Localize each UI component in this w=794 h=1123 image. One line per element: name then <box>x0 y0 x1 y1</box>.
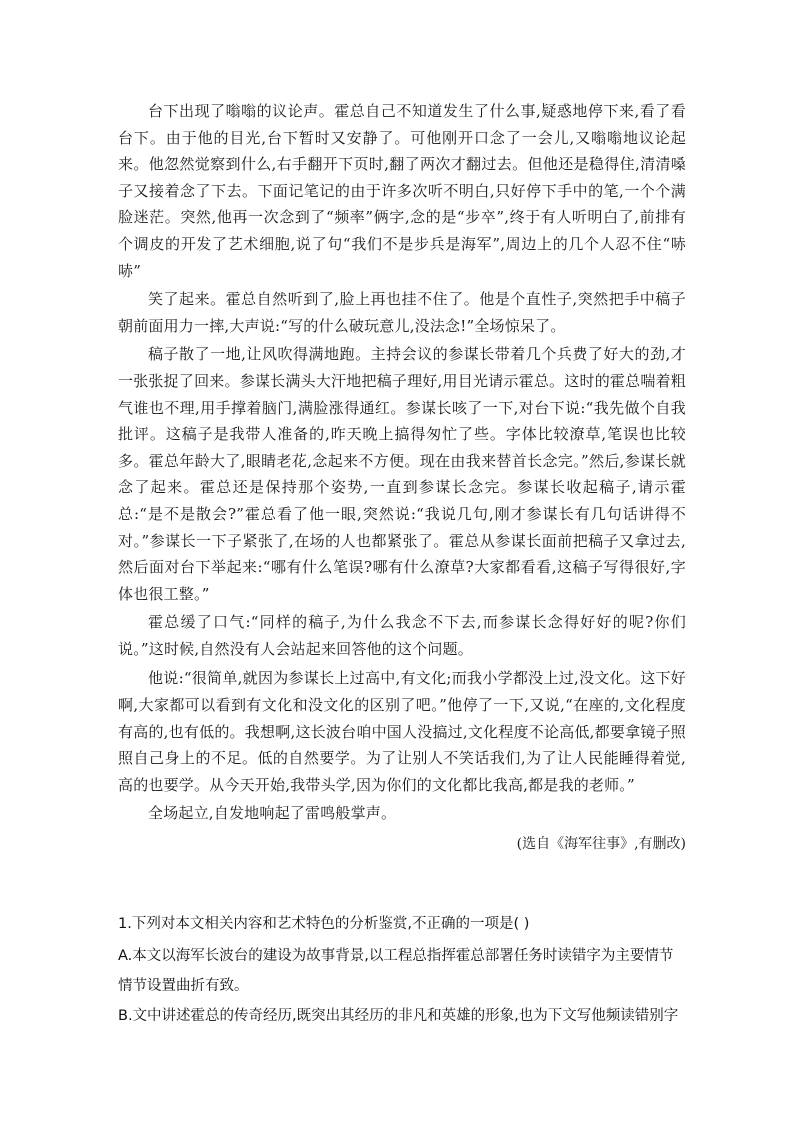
passage-paragraph: 全场起立,自发地响起了雷鸣般掌声。 <box>148 804 397 823</box>
option-b: B.文中讲述霍总的传奇经历,既突出其经历的非凡和英雄的形象,也为下文写他频读错别字 <box>118 1007 679 1024</box>
passage-paragraph: 他说:“很简单,就因为参谋长上过高中,有文化;而我小学都没上过,没文化。这下好啊,大家都可以看到有文化和没文化的区别了吧。”他停了一下,又说,“在座的,文化程度有高的,也有低的。我想啊,这长波台咱中国人没搞过,文化程度不论高低,都要拿镜子照照自己身上的不足。低的自然要学。为了让别人不笑话我们,为了让人民能睡得着觉,高的也要学。从今天开始,我带头学,因为你们的文化都比我高,都是我的老师。” <box>118 669 686 794</box>
question-stem: 1.下列对本文相关内容和艺术特色的分析鉴赏,不正确的一项是( ) <box>118 916 530 932</box>
passage-paragraph: 霍总缓了口气:“同样的稿子,为什么我念不下去,而参谋长念得好好的呢?你们说。”这时候,自然没有人会站起来回答他的这个问题。 <box>118 613 686 658</box>
passage-paragraph: 稿子散了一地,让风吹得满地跑。主持会议的参谋长带着几个兵费了好大的劲,才一张张捉了回来。参谋长满头大汗地把稿子理好,用目光请示霍总。这时的霍总喘着粗气谁也不理,用手撑着脑门,满脸涨得通红。参谋长咳了一下,对台下说:“我先做个自我批评。这稿子是我带人准备的,昨天晚上搞得匆忙了些。字体比较潦草,笔误也比较多。霍总年龄大了,眼睛老花,念起来不方便。现在由我来替首长念完。”然后,参谋长就念了起来。霍总还是保持那个姿势,一直到参谋长念完。参谋长收起稿子,请示霍总:“是不是散会?”霍总看了他一眼,突然说:“我说几句,刚才参谋长有几句话讲得不对。”参谋长一下子紧张了,在场的人也都紧张了。霍总从参谋长面前把稿子又拿过去,然后面对台下举起来:“哪有什么笔误?哪有什么潦草?大家都看看,这稿子写得很好,字体也很工整。” <box>118 345 686 603</box>
question-block <box>118 910 686 1031</box>
option-a: A.本文以海军长波台的建设为故事背景,以工程总指挥霍总部署任务时读错字为主要情节情节设置曲折有致。 <box>118 947 674 994</box>
passage-paragraph: 笑了起来。霍总自然听到了,脸上再也挂不住了。他是个直性子,突然把手中稿子朝前面用力一摔,大声说:“写的什么破玩意儿,没法念!”全场惊呆了。 <box>118 290 686 335</box>
passage-paragraph: 台下出现了嗡嗡的议论声。霍总自己不知道发生了什么事,疑惑地停下来,看了看台下。由于他的目光,台下暂时又安静了。可他刚开口念了一会儿,又嗡嗡地议论起来。他忽然觉察到什么,右手翻开下页时,翻了两次才翻过去。但他还是稳得住,清清嗓子又接着念了下去。下面记笔记的由于许多次听不明白,只好停下手中的笔,一个个满脸迷茫。突然,他再一次念到了“频率”俩字,念的是“步卒”,终于有人听明白了,前排有个调皮的开发了艺术细胞,说了句“我们不是步兵是海军”,周边上的几个人忍不住“哧哧” <box>118 102 686 280</box>
passage-source: (选自《海军往事》,有删改) <box>516 836 686 853</box>
reading-passage <box>118 98 686 857</box>
